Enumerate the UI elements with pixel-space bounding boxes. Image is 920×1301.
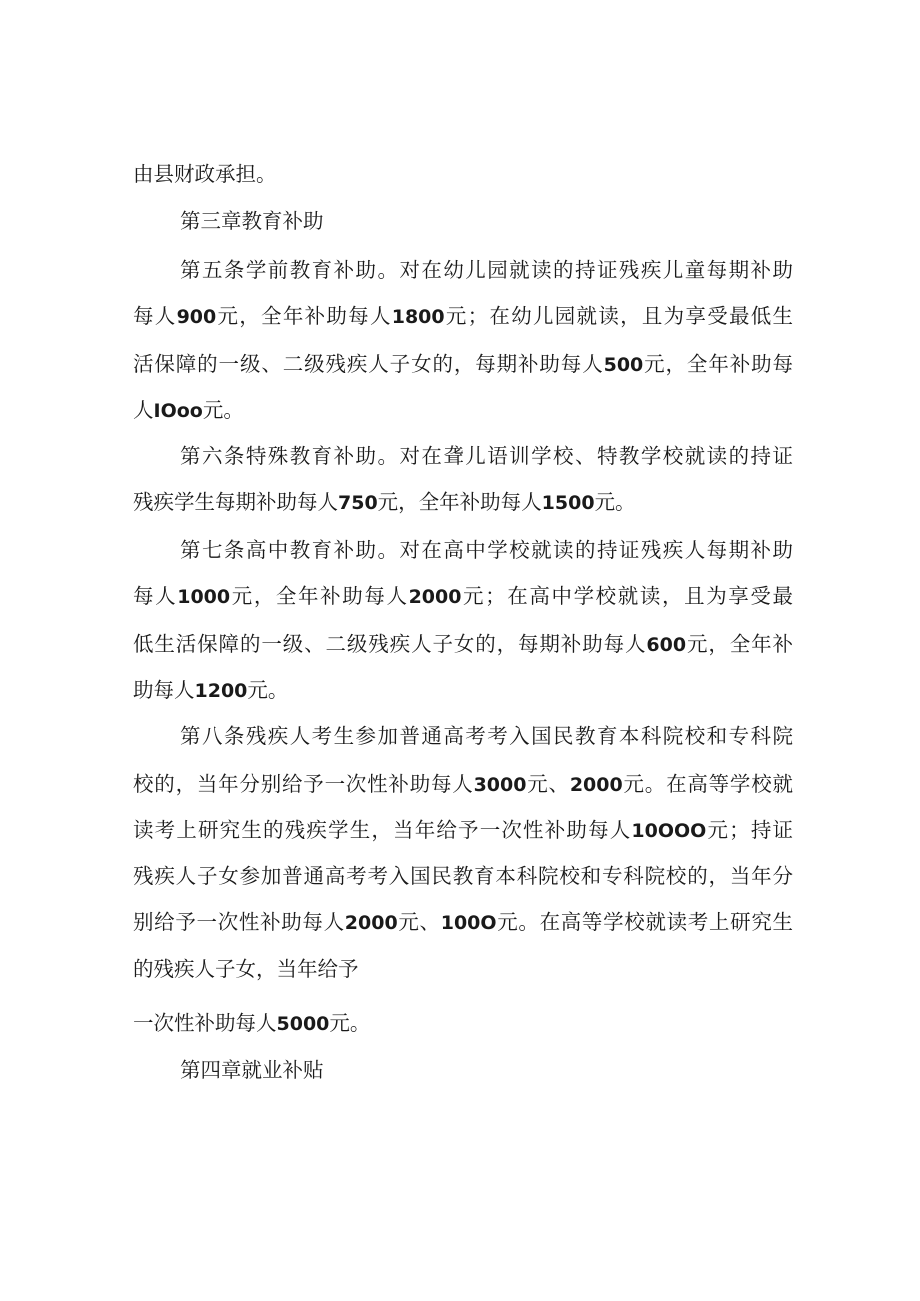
text-line-8: 残疾学生每期补助每人750元，全年补助每人1500元。 xyxy=(133,490,636,514)
text-line-6: 人IOoo元。 xyxy=(133,398,244,422)
text-line-1: 由县财政承担。 xyxy=(133,162,277,186)
text-line-17: 别给予一次性补助每人2000元、100O元。在高等学校就读考上研究生 xyxy=(133,910,794,934)
text-line-3: 第五条学前教育补助。对在幼儿园就读的持证残疾儿童每期补助 xyxy=(180,258,793,282)
text-line-19: 一次性补助每人5000元。 xyxy=(133,1011,371,1035)
text-line-14: 校的，当年分别给予一次性补助每人3000元、2000元。在高等学校就 xyxy=(133,772,794,796)
text-line-7: 第六条特殊教育补助。对在聋儿语训学校、特教学校就读的持证 xyxy=(180,444,793,468)
text-line-16: 残疾人子女参加普通高考考入国民教育本科院校和专科院校的，当年分 xyxy=(133,864,793,888)
text-line-13: 第八条残疾人考生参加普通高考考入国民教育本科院校和专科院 xyxy=(180,724,793,748)
text-line-10: 每人1000元，全年补助每人2000元；在高中学校就读，且为享受最 xyxy=(133,584,794,608)
text-line-4: 每人900元，全年补助每人1800元；在幼儿园就读，且为享受最低生 xyxy=(133,304,794,328)
chapter-heading-3: 第三章教育补助 xyxy=(180,209,324,233)
text-line-12: 助每人1200元。 xyxy=(133,678,289,702)
text-line-18: 的残疾人子女，当年给予 xyxy=(133,957,359,981)
text-line-5: 活保障的一级、二级残疾人子女的，每期补助每人500元，全年补助每 xyxy=(133,352,793,376)
text-line-15: 读考上研究生的残疾学生，当年给予一次性补助每人10OOO元；持证 xyxy=(133,818,794,842)
chapter-heading-4: 第四章就业补贴 xyxy=(180,1058,324,1082)
text-line-11: 低生活保障的一级、二级残疾人子女的，每期补助每人600元，全年补 xyxy=(133,632,793,656)
text-line-9: 第七条高中教育补助。对在高中学校就读的持证残疾人每期补助 xyxy=(180,538,793,562)
